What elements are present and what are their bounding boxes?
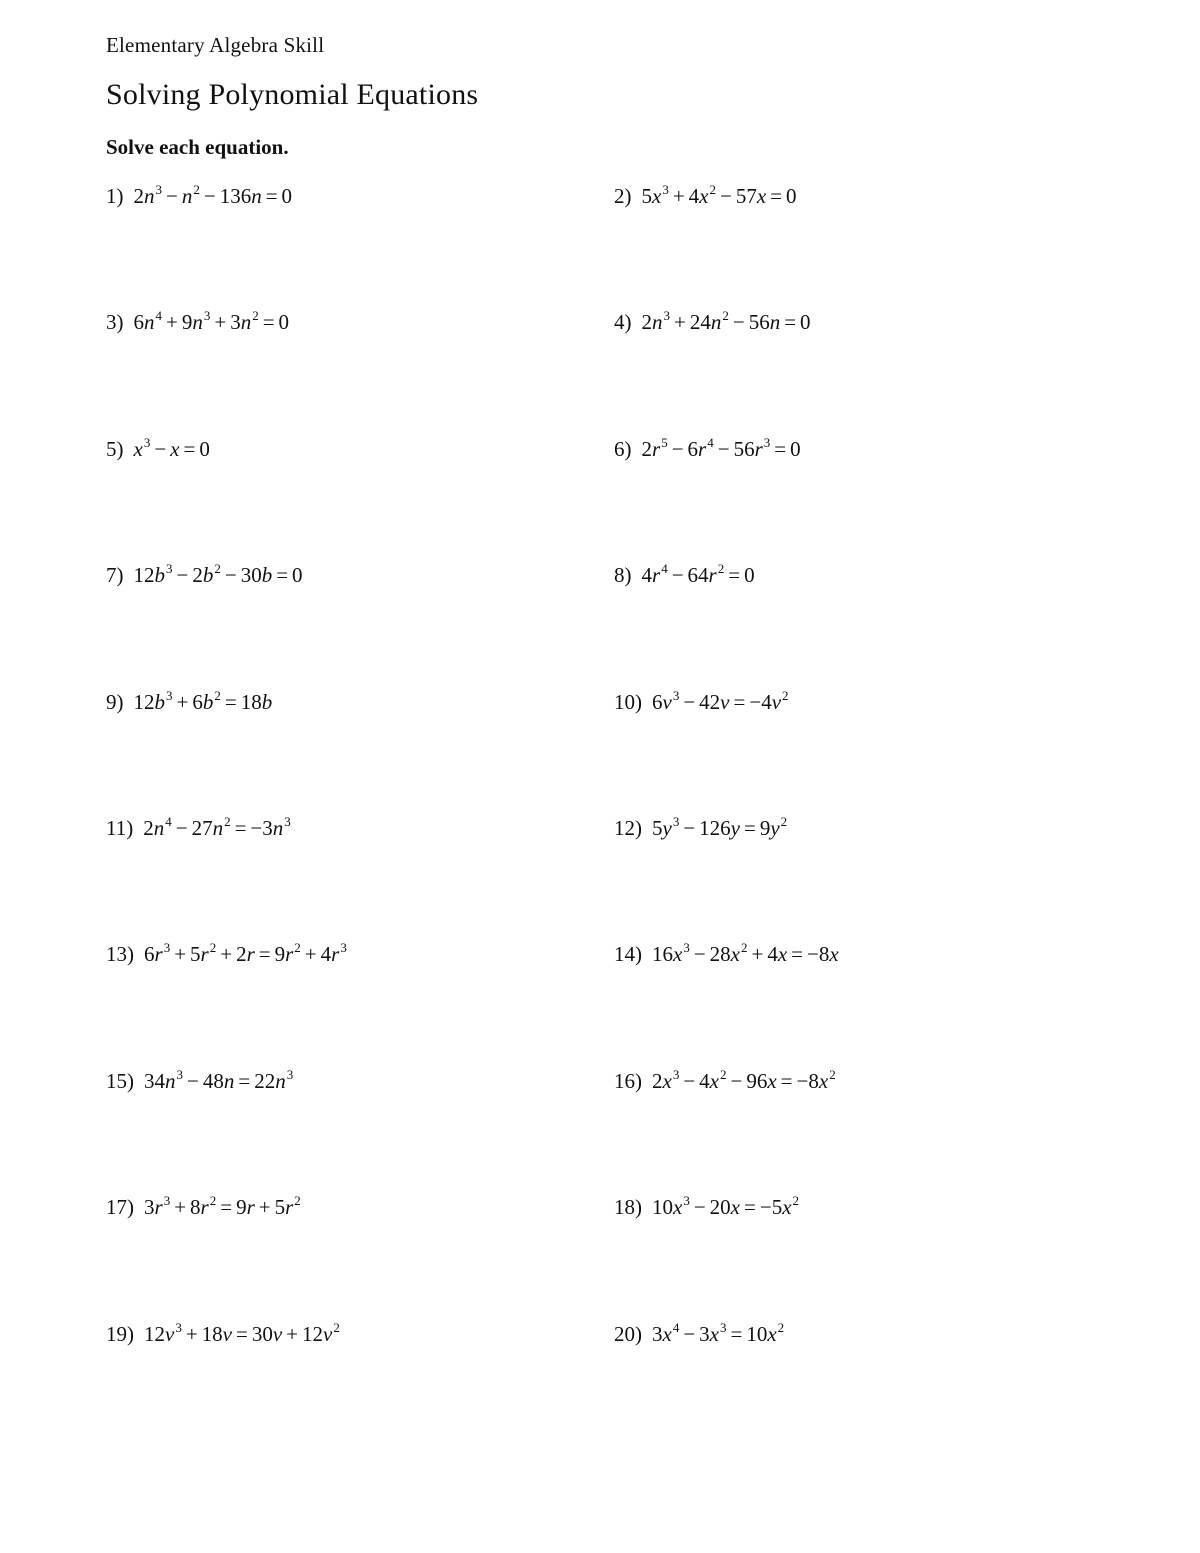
problem-number: 5) [106,436,124,461]
problem-number: 13) [106,942,134,967]
problem-equation: $10x^3 - 20x = -5x^2$ [652,1193,800,1220]
worksheet-title: Solving Polynomial Equations [106,78,479,111]
problem-number: 9) [106,689,124,714]
problem-number: 12) [614,816,642,840]
problem-equation: $5y^3 - 126y = 9y^2$ [652,814,788,840]
problem-number: 8) [614,563,632,588]
problem-number: 18) [614,1195,642,1220]
problem-item [614,687,789,715]
problem-number: 3) [106,310,124,335]
problem-item [106,942,347,967]
course-name: Elementary Algebra Skill [106,33,325,57]
problem-item [106,1195,301,1220]
problem-item [614,1319,785,1347]
problem-item [106,816,291,841]
problem-number: 20) [614,1321,642,1346]
problem-equation: $12b^3 + 6b^2 = 18b$ [133,687,273,714]
problem-number: 2) [614,184,632,208]
problem-equation: $4r^4 - 64r^2 = 0$ [641,561,755,588]
problem-item [614,816,787,841]
problem-number: 7) [106,563,124,588]
problem-item [614,310,811,335]
problem-number: 15) [106,1068,134,1093]
problem-equation: $5x^3 + 4x^2 - 57x = 0$ [641,182,797,208]
instructions: Solve each equation. [106,135,289,159]
problem-item [106,184,292,209]
problem-equation: $2r^5 - 6r^4 - 56r^3 = 0$ [641,434,801,461]
problem-number: 11) [106,816,134,840]
problem-number: 1) [106,184,124,208]
problem-item [614,434,801,462]
problem-item [106,1066,294,1094]
problem-number: 16) [614,1068,642,1093]
problem-equation: $12b^3 - 2b^2 - 30b = 0$ [133,561,303,588]
problem-item [614,184,797,209]
problem-item [614,1066,836,1094]
problem-equation: $2n^3 - n^2 - 136n = 0$ [133,182,293,208]
problem-number: 14) [614,942,642,967]
problem-number: 4) [614,310,632,335]
problem-equation: $2n^3 + 24n^2 - 56n = 0$ [641,308,811,335]
problem-item [106,1319,340,1347]
problem-equation: $34n^3 - 48n = 22n^3$ [144,1066,294,1093]
problem-equation: $16x^3 - 28x^2 + 4x = -8x$ [652,940,839,967]
problem-item [614,1195,799,1220]
problem-equation: $2n^4 - 27n^2 = -3n^3$ [143,814,291,840]
problem-equation: $3x^4 - 3x^3 = 10x^2$ [652,1319,785,1346]
problem-equation: $3r^3 + 8r^2 = 9r + 5r^2$ [144,1193,301,1220]
problem-item [106,563,303,588]
problem-equation: $2x^3 - 4x^2 - 96x = -8x^2$ [652,1066,836,1093]
problem-number: 17) [106,1195,134,1220]
problem-equation: $12v^3 + 18v = 30v + 12v^2$ [144,1319,340,1346]
problem-number: 10) [614,689,642,714]
problem-equation: $x^3 - x = 0$ [133,434,210,461]
problem-item [106,310,289,335]
problem-equation: $6r^3 + 5r^2 + 2r = 9r^2 + 4r^3$ [144,940,347,967]
problem-equation: $6v^3 - 42v = -4v^2$ [652,687,789,714]
problem-item [106,687,273,715]
problem-item [614,563,755,588]
problem-number: 6) [614,436,632,461]
problem-item [614,942,839,967]
problem-item [106,434,210,462]
problem-number: 19) [106,1321,134,1346]
problem-equation: $6n^4 + 9n^3 + 3n^2 = 0$ [133,308,290,335]
